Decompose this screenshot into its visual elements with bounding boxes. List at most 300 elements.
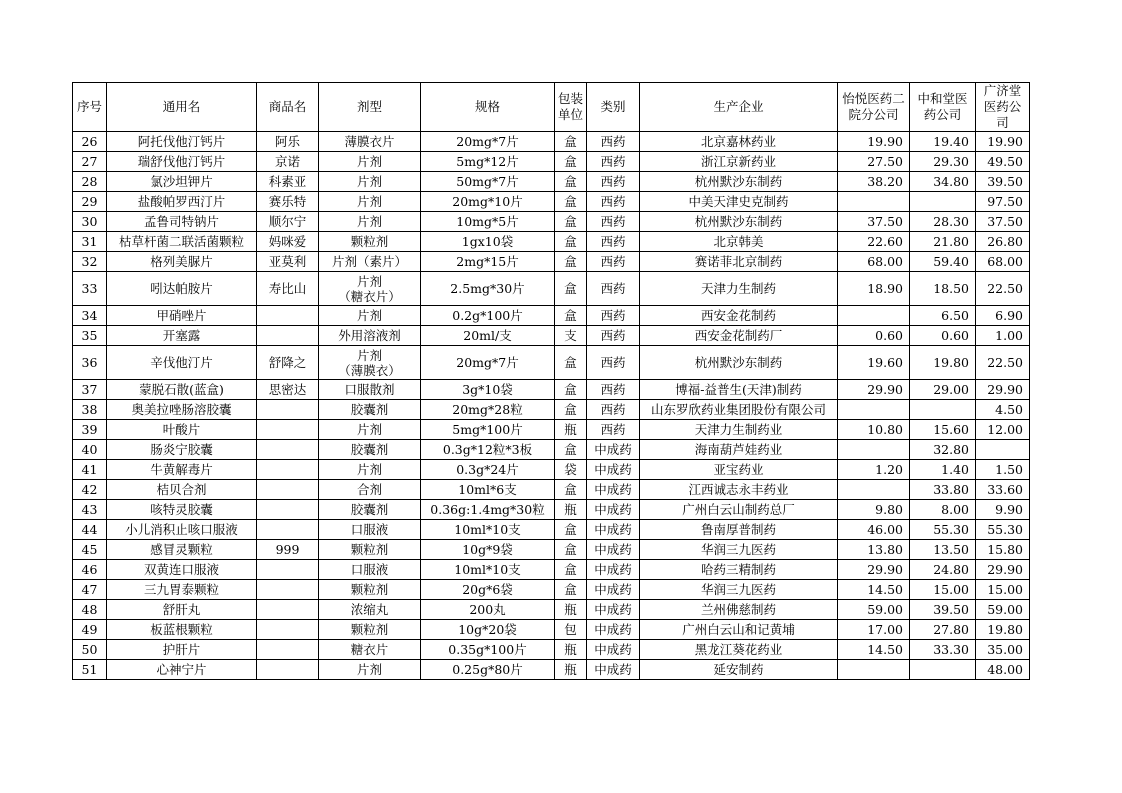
cell-price-yiyue: 37.50 — [838, 212, 910, 232]
cell-manufacturer: 江西诚志永丰药业 — [640, 480, 838, 500]
cell-manufacturer: 兰州佛慈制药 — [640, 600, 838, 620]
cell-brand-name — [257, 520, 319, 540]
cell-no: 26 — [73, 132, 107, 152]
cell-dosage-form: 片剂 — [319, 460, 421, 480]
cell-manufacturer: 中美天津史克制药 — [640, 192, 838, 212]
cell-price-zhonghetang: 33.30 — [910, 640, 976, 660]
cell-manufacturer: 博福-益普生(天津)制药 — [640, 380, 838, 400]
header-no: 序号 — [73, 83, 107, 132]
cell-manufacturer: 北京韩美 — [640, 232, 838, 252]
cell-brand-name — [257, 306, 319, 326]
cell-price-guangjitang: 19.90 — [976, 132, 1030, 152]
cell-price-zhonghetang: 39.50 — [910, 600, 976, 620]
table-row — [73, 232, 1030, 252]
cell-price-guangjitang: 1.50 — [976, 460, 1030, 480]
header-price-guangjitang: 广济堂医药公司 — [976, 83, 1030, 132]
cell-price-yiyue: 14.50 — [838, 640, 910, 660]
cell-generic-name: 感冒灵颗粒 — [107, 540, 257, 560]
cell-manufacturer: 延安制药 — [640, 660, 838, 680]
cell-brand-name: 科素亚 — [257, 172, 319, 192]
header-price-zhonghetang: 中和堂医药公司 — [910, 83, 976, 132]
cell-price-zhonghetang: 32.80 — [910, 440, 976, 460]
cell-generic-name: 咳特灵胶囊 — [107, 500, 257, 520]
cell-price-guangjitang: 22.50 — [976, 346, 1030, 380]
cell-spec: 20mg*28粒 — [421, 400, 555, 420]
cell-category: 中成药 — [587, 540, 640, 560]
table-row — [73, 640, 1030, 660]
cell-unit: 盒 — [555, 172, 587, 192]
cell-brand-name — [257, 440, 319, 460]
cell-category: 中成药 — [587, 460, 640, 480]
cell-spec: 10mg*5片 — [421, 212, 555, 232]
cell-brand-name — [257, 600, 319, 620]
cell-brand-name: 舒降之 — [257, 346, 319, 380]
cell-manufacturer: 亚宝药业 — [640, 460, 838, 480]
cell-price-yiyue: 38.20 — [838, 172, 910, 192]
cell-brand-name: 寿比山 — [257, 272, 319, 306]
cell-dosage-form: 片剂 — [319, 172, 421, 192]
cell-manufacturer: 天津力生制药 — [640, 272, 838, 306]
cell-price-guangjitang: 48.00 — [976, 660, 1030, 680]
cell-manufacturer: 浙江京新药业 — [640, 152, 838, 172]
table-row — [73, 420, 1030, 440]
cell-unit: 盒 — [555, 346, 587, 380]
header-brand-name: 商品名 — [257, 83, 319, 132]
cell-category: 中成药 — [587, 660, 640, 680]
cell-no: 29 — [73, 192, 107, 212]
cell-price-guangjitang: 22.50 — [976, 272, 1030, 306]
cell-price-zhonghetang: 18.50 — [910, 272, 976, 306]
table-row — [73, 580, 1030, 600]
header-row — [73, 83, 1030, 132]
cell-spec: 0.3g*24片 — [421, 460, 555, 480]
cell-generic-name: 舒肝丸 — [107, 600, 257, 620]
cell-no: 43 — [73, 500, 107, 520]
table-row — [73, 152, 1030, 172]
cell-price-zhonghetang: 34.80 — [910, 172, 976, 192]
cell-price-yiyue: 27.50 — [838, 152, 910, 172]
cell-dosage-form: 片剂 — [319, 306, 421, 326]
cell-generic-name: 开塞露 — [107, 326, 257, 346]
cell-price-zhonghetang: 8.00 — [910, 500, 976, 520]
cell-dosage-form: 浓缩丸 — [319, 600, 421, 620]
cell-generic-name: 肠炎宁胶囊 — [107, 440, 257, 460]
cell-no: 28 — [73, 172, 107, 192]
cell-dosage-form: 颗粒剂 — [319, 580, 421, 600]
cell-price-zhonghetang: 0.60 — [910, 326, 976, 346]
cell-no: 40 — [73, 440, 107, 460]
cell-generic-name: 盐酸帕罗西汀片 — [107, 192, 257, 212]
cell-generic-name: 板蓝根颗粒 — [107, 620, 257, 640]
cell-no: 48 — [73, 600, 107, 620]
cell-no: 32 — [73, 252, 107, 272]
table-row — [73, 212, 1030, 232]
cell-price-guangjitang: 29.90 — [976, 380, 1030, 400]
cell-price-yiyue: 46.00 — [838, 520, 910, 540]
cell-price-yiyue — [838, 440, 910, 460]
cell-generic-name: 双黄连口服液 — [107, 560, 257, 580]
cell-price-yiyue: 17.00 — [838, 620, 910, 640]
cell-price-yiyue — [838, 660, 910, 680]
cell-category: 中成药 — [587, 620, 640, 640]
cell-category: 西药 — [587, 400, 640, 420]
cell-category: 西药 — [587, 172, 640, 192]
cell-brand-name — [257, 620, 319, 640]
cell-spec: 0.25g*80片 — [421, 660, 555, 680]
cell-manufacturer: 华润三九医药 — [640, 540, 838, 560]
cell-category: 西药 — [587, 212, 640, 232]
table-row — [73, 660, 1030, 680]
cell-generic-name: 蒙脱石散(蓝盒) — [107, 380, 257, 400]
cell-generic-name: 孟鲁司特钠片 — [107, 212, 257, 232]
table-row — [73, 560, 1030, 580]
cell-brand-name — [257, 420, 319, 440]
cell-price-guangjitang: 68.00 — [976, 252, 1030, 272]
cell-price-yiyue — [838, 400, 910, 420]
cell-manufacturer: 黑龙江葵花药业 — [640, 640, 838, 660]
cell-category: 西药 — [587, 152, 640, 172]
cell-price-yiyue: 13.80 — [838, 540, 910, 560]
cell-price-zhonghetang: 1.40 — [910, 460, 976, 480]
cell-price-guangjitang: 15.80 — [976, 540, 1030, 560]
drug-price-table — [72, 82, 1030, 680]
cell-price-guangjitang: 29.90 — [976, 560, 1030, 580]
cell-brand-name — [257, 500, 319, 520]
cell-price-yiyue: 19.90 — [838, 132, 910, 152]
cell-price-guangjitang: 39.50 — [976, 172, 1030, 192]
table-row — [73, 346, 1030, 380]
cell-dosage-form: 口服散剂 — [319, 380, 421, 400]
cell-category: 西药 — [587, 232, 640, 252]
cell-price-zhonghetang: 6.50 — [910, 306, 976, 326]
cell-unit: 盒 — [555, 540, 587, 560]
cell-dosage-form: 颗粒剂 — [319, 620, 421, 640]
cell-dosage-form: 外用溶液剂 — [319, 326, 421, 346]
cell-price-zhonghetang: 27.80 — [910, 620, 976, 640]
cell-spec: 20mg*7片 — [421, 132, 555, 152]
cell-price-zhonghetang: 28.30 — [910, 212, 976, 232]
cell-price-zhonghetang: 13.50 — [910, 540, 976, 560]
cell-generic-name: 瑞舒伐他汀钙片 — [107, 152, 257, 172]
cell-brand-name — [257, 460, 319, 480]
header-price-yiyue: 怡悦医药二院分公司 — [838, 83, 910, 132]
cell-price-guangjitang: 9.90 — [976, 500, 1030, 520]
cell-unit: 盒 — [555, 480, 587, 500]
cell-no: 39 — [73, 420, 107, 440]
cell-price-zhonghetang — [910, 400, 976, 420]
cell-price-guangjitang: 97.50 — [976, 192, 1030, 212]
cell-dosage-form: 胶囊剂 — [319, 440, 421, 460]
cell-price-zhonghetang: 29.00 — [910, 380, 976, 400]
cell-dosage-form: 胶囊剂 — [319, 400, 421, 420]
cell-price-yiyue: 10.80 — [838, 420, 910, 440]
header-generic-name: 通用名 — [107, 83, 257, 132]
cell-price-zhonghetang: 59.40 — [910, 252, 976, 272]
cell-manufacturer: 赛诺菲北京制药 — [640, 252, 838, 272]
cell-dosage-form: 片剂 （薄膜衣） — [319, 346, 421, 380]
cell-spec: 10g*20袋 — [421, 620, 555, 640]
cell-spec: 10ml*10支 — [421, 520, 555, 540]
table-row — [73, 132, 1030, 152]
cell-no: 27 — [73, 152, 107, 172]
cell-generic-name: 辛伐他汀片 — [107, 346, 257, 380]
cell-manufacturer: 海南葫芦娃药业 — [640, 440, 838, 460]
table-row — [73, 252, 1030, 272]
cell-unit: 盒 — [555, 580, 587, 600]
cell-unit: 盒 — [555, 440, 587, 460]
cell-unit: 瓶 — [555, 640, 587, 660]
cell-price-yiyue: 18.90 — [838, 272, 910, 306]
cell-price-yiyue: 9.80 — [838, 500, 910, 520]
cell-unit: 瓶 — [555, 600, 587, 620]
table-row — [73, 620, 1030, 640]
cell-dosage-form: 胶囊剂 — [319, 500, 421, 520]
cell-price-guangjitang: 12.00 — [976, 420, 1030, 440]
cell-price-zhonghetang: 21.80 — [910, 232, 976, 252]
cell-category: 中成药 — [587, 500, 640, 520]
table-row — [73, 400, 1030, 420]
cell-unit: 瓶 — [555, 420, 587, 440]
cell-no: 49 — [73, 620, 107, 640]
cell-price-zhonghetang: 15.60 — [910, 420, 976, 440]
table-row — [73, 326, 1030, 346]
cell-price-yiyue: 59.00 — [838, 600, 910, 620]
cell-brand-name: 顺尔宁 — [257, 212, 319, 232]
cell-spec: 3g*10袋 — [421, 380, 555, 400]
cell-category: 西药 — [587, 192, 640, 212]
cell-no: 47 — [73, 580, 107, 600]
cell-spec: 20g*6袋 — [421, 580, 555, 600]
cell-manufacturer: 北京嘉林药业 — [640, 132, 838, 152]
cell-generic-name: 牛黄解毒片 — [107, 460, 257, 480]
cell-generic-name: 叶酸片 — [107, 420, 257, 440]
cell-spec: 10ml*10支 — [421, 560, 555, 580]
cell-category: 西药 — [587, 346, 640, 380]
cell-category: 西药 — [587, 272, 640, 306]
cell-dosage-form: 片剂 （糖衣片） — [319, 272, 421, 306]
cell-price-zhonghetang: 15.00 — [910, 580, 976, 600]
cell-generic-name: 心神宁片 — [107, 660, 257, 680]
cell-price-guangjitang: 1.00 — [976, 326, 1030, 346]
table-row — [73, 272, 1030, 306]
cell-spec: 0.35g*100片 — [421, 640, 555, 660]
cell-price-yiyue: 0.60 — [838, 326, 910, 346]
cell-manufacturer: 杭州默沙东制药 — [640, 212, 838, 232]
cell-unit: 盒 — [555, 520, 587, 540]
cell-no: 51 — [73, 660, 107, 680]
cell-spec: 0.3g*12粒*3板 — [421, 440, 555, 460]
cell-no: 34 — [73, 306, 107, 326]
cell-price-zhonghetang: 29.30 — [910, 152, 976, 172]
cell-category: 西药 — [587, 380, 640, 400]
cell-generic-name: 小儿消积止咳口服液 — [107, 520, 257, 540]
cell-price-guangjitang: 37.50 — [976, 212, 1030, 232]
cell-price-zhonghetang: 19.40 — [910, 132, 976, 152]
cell-brand-name — [257, 400, 319, 420]
cell-category: 中成药 — [587, 480, 640, 500]
cell-no: 44 — [73, 520, 107, 540]
table-row — [73, 380, 1030, 400]
cell-spec: 2.5mg*30片 — [421, 272, 555, 306]
table-row — [73, 192, 1030, 212]
cell-unit: 盒 — [555, 272, 587, 306]
cell-unit: 盒 — [555, 192, 587, 212]
cell-manufacturer: 杭州默沙东制药 — [640, 346, 838, 380]
cell-generic-name: 氯沙坦钾片 — [107, 172, 257, 192]
cell-dosage-form: 片剂 — [319, 152, 421, 172]
cell-dosage-form: 片剂（素片） — [319, 252, 421, 272]
cell-manufacturer: 广州白云山和记黄埔 — [640, 620, 838, 640]
cell-unit: 盒 — [555, 380, 587, 400]
cell-no: 41 — [73, 460, 107, 480]
cell-generic-name: 奥美拉唑肠溶胶囊 — [107, 400, 257, 420]
cell-price-guangjitang: 33.60 — [976, 480, 1030, 500]
cell-no: 37 — [73, 380, 107, 400]
header-unit: 包装单位 — [555, 83, 587, 132]
cell-brand-name — [257, 326, 319, 346]
cell-price-yiyue — [838, 192, 910, 212]
cell-price-guangjitang: 19.80 — [976, 620, 1030, 640]
cell-price-yiyue: 14.50 — [838, 580, 910, 600]
cell-spec: 10ml*6支 — [421, 480, 555, 500]
cell-spec: 200丸 — [421, 600, 555, 620]
cell-category: 西药 — [587, 252, 640, 272]
cell-price-yiyue: 68.00 — [838, 252, 910, 272]
cell-generic-name: 桔贝合剂 — [107, 480, 257, 500]
cell-unit: 盒 — [555, 132, 587, 152]
cell-spec: 20mg*10片 — [421, 192, 555, 212]
cell-price-guangjitang: 49.50 — [976, 152, 1030, 172]
cell-manufacturer: 鲁南厚普制药 — [640, 520, 838, 540]
cell-dosage-form: 颗粒剂 — [319, 540, 421, 560]
cell-price-yiyue: 22.60 — [838, 232, 910, 252]
table-row — [73, 540, 1030, 560]
cell-generic-name: 格列美脲片 — [107, 252, 257, 272]
cell-brand-name: 思密达 — [257, 380, 319, 400]
cell-brand-name — [257, 640, 319, 660]
table-row — [73, 500, 1030, 520]
cell-generic-name: 吲达帕胺片 — [107, 272, 257, 306]
cell-no: 35 — [73, 326, 107, 346]
header-manufacturer: 生产企业 — [640, 83, 838, 132]
cell-spec: 5mg*12片 — [421, 152, 555, 172]
cell-manufacturer: 天津力生制药业 — [640, 420, 838, 440]
cell-category: 西药 — [587, 132, 640, 152]
cell-price-zhonghetang: 55.30 — [910, 520, 976, 540]
cell-dosage-form: 口服液 — [319, 560, 421, 580]
cell-spec: 0.2g*100片 — [421, 306, 555, 326]
cell-no: 42 — [73, 480, 107, 500]
cell-price-guangjitang: 4.50 — [976, 400, 1030, 420]
cell-brand-name: 阿乐 — [257, 132, 319, 152]
cell-dosage-form: 合剂 — [319, 480, 421, 500]
cell-price-yiyue — [838, 306, 910, 326]
cell-unit: 包 — [555, 620, 587, 640]
cell-manufacturer: 西安金花制药厂 — [640, 326, 838, 346]
table-row — [73, 480, 1030, 500]
cell-brand-name — [257, 580, 319, 600]
cell-unit: 盒 — [555, 252, 587, 272]
cell-category: 西药 — [587, 306, 640, 326]
cell-brand-name — [257, 660, 319, 680]
cell-spec: 50mg*7片 — [421, 172, 555, 192]
cell-manufacturer: 山东罗欣药业集团股份有限公司 — [640, 400, 838, 420]
cell-generic-name: 三九胃泰颗粒 — [107, 580, 257, 600]
cell-price-zhonghetang: 24.80 — [910, 560, 976, 580]
cell-brand-name: 京诺 — [257, 152, 319, 172]
cell-manufacturer: 哈药三精制药 — [640, 560, 838, 580]
cell-price-guangjitang: 55.30 — [976, 520, 1030, 540]
cell-unit: 瓶 — [555, 500, 587, 520]
cell-dosage-form: 糖衣片 — [319, 640, 421, 660]
table-row — [73, 440, 1030, 460]
cell-price-zhonghetang: 19.80 — [910, 346, 976, 380]
cell-dosage-form: 颗粒剂 — [319, 232, 421, 252]
header-dosage-form: 剂型 — [319, 83, 421, 132]
cell-category: 中成药 — [587, 640, 640, 660]
table-body — [73, 132, 1030, 680]
cell-price-guangjitang: 35.00 — [976, 640, 1030, 660]
cell-spec: 20ml/支 — [421, 326, 555, 346]
cell-dosage-form: 口服液 — [319, 520, 421, 540]
cell-no: 50 — [73, 640, 107, 660]
cell-brand-name: 999 — [257, 540, 319, 560]
cell-unit: 盒 — [555, 306, 587, 326]
cell-unit: 袋 — [555, 460, 587, 480]
cell-generic-name: 甲硝唑片 — [107, 306, 257, 326]
cell-price-guangjitang: 15.00 — [976, 580, 1030, 600]
table-row — [73, 172, 1030, 192]
cell-unit: 盒 — [555, 400, 587, 420]
cell-dosage-form: 薄膜衣片 — [319, 132, 421, 152]
cell-price-zhonghetang: 33.80 — [910, 480, 976, 500]
cell-no: 46 — [73, 560, 107, 580]
cell-brand-name — [257, 560, 319, 580]
cell-category: 西药 — [587, 326, 640, 346]
cell-unit: 支 — [555, 326, 587, 346]
cell-dosage-form: 片剂 — [319, 212, 421, 232]
cell-unit: 盒 — [555, 232, 587, 252]
cell-dosage-form: 片剂 — [319, 660, 421, 680]
cell-unit: 盒 — [555, 152, 587, 172]
cell-spec: 0.36g:1.4mg*30粒 — [421, 500, 555, 520]
header-category: 类别 — [587, 83, 640, 132]
cell-category: 西药 — [587, 420, 640, 440]
table-row — [73, 600, 1030, 620]
cell-manufacturer: 广州白云山制药总厂 — [640, 500, 838, 520]
table-row — [73, 460, 1030, 480]
cell-price-yiyue — [838, 480, 910, 500]
cell-price-yiyue: 1.20 — [838, 460, 910, 480]
cell-unit: 盒 — [555, 212, 587, 232]
cell-price-yiyue: 29.90 — [838, 560, 910, 580]
cell-no: 30 — [73, 212, 107, 232]
cell-no: 33 — [73, 272, 107, 306]
cell-dosage-form: 片剂 — [319, 420, 421, 440]
cell-manufacturer: 西安金花制药 — [640, 306, 838, 326]
header-spec: 规格 — [421, 83, 555, 132]
cell-brand-name: 赛乐特 — [257, 192, 319, 212]
cell-manufacturer: 杭州默沙东制药 — [640, 172, 838, 192]
cell-category: 中成药 — [587, 520, 640, 540]
cell-no: 36 — [73, 346, 107, 380]
cell-brand-name — [257, 480, 319, 500]
cell-spec: 10g*9袋 — [421, 540, 555, 560]
cell-spec: 2mg*15片 — [421, 252, 555, 272]
cell-price-zhonghetang — [910, 192, 976, 212]
cell-price-guangjitang: 59.00 — [976, 600, 1030, 620]
cell-brand-name: 亚莫利 — [257, 252, 319, 272]
